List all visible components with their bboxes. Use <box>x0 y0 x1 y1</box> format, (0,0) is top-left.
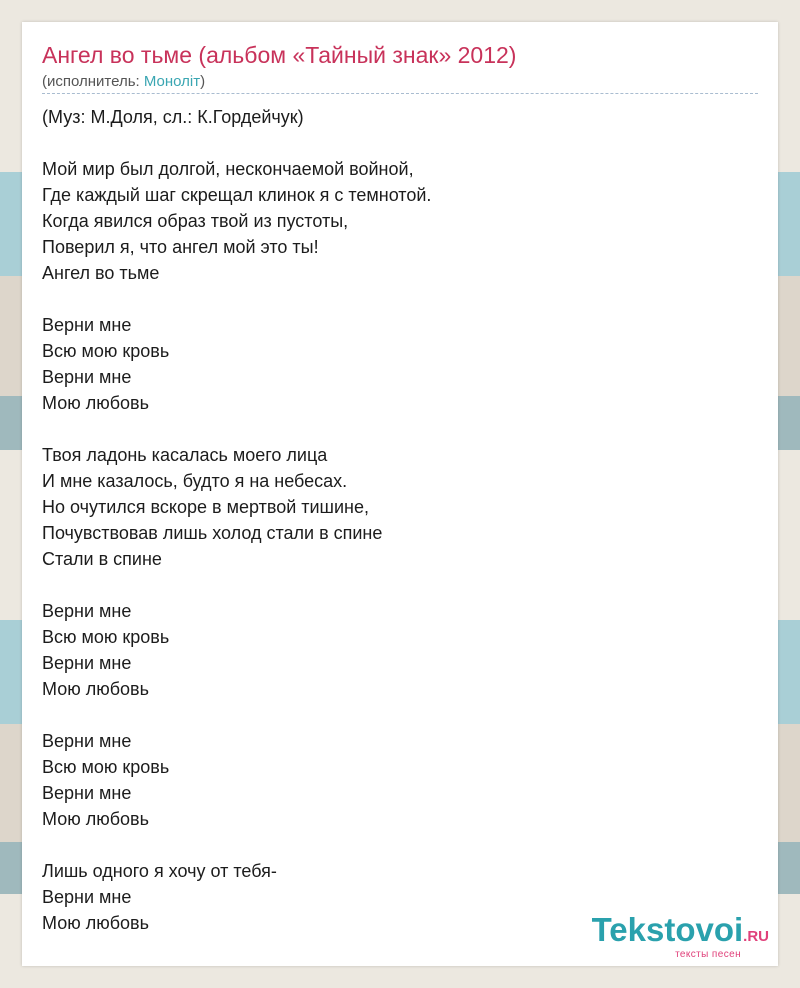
lyric-line: Верни мне <box>42 887 132 907</box>
lyric-line: Твоя ладонь касалась моего лица <box>42 445 328 465</box>
title-divider <box>42 93 758 94</box>
lyric-line: Мою любовь <box>42 913 149 933</box>
lyric-line: Когда явился образ твой из пустоты, <box>42 211 349 231</box>
lyrics-card <box>22 22 778 966</box>
lyric-line: Но очутился вскоре в мертвой тишине, <box>42 497 370 517</box>
site-logo[interactable] <box>592 913 769 960</box>
lyric-line: Всю мою кровь <box>42 757 170 777</box>
credits-line: (Муз: М.Доля, сл.: К.Гордейчук) <box>42 107 304 127</box>
lyric-line: Всю мою кровь <box>42 627 170 647</box>
lyric-line: Верни мне <box>42 731 132 751</box>
lyric-line: Верни мне <box>42 315 132 335</box>
stanza-break <box>42 572 431 598</box>
logo-tld: .RU <box>743 928 769 945</box>
logo-tagline: тексты песен <box>675 949 741 960</box>
stanza-break <box>42 416 431 442</box>
lyric-line: Стали в спине <box>42 549 162 569</box>
logo-main <box>592 913 769 954</box>
lyric-line: Всю мою кровь <box>42 341 170 361</box>
lyric-line: Мою любовь <box>42 809 149 829</box>
artist-link[interactable]: Моноліт <box>143 73 201 90</box>
logo-word: Tekstovoi <box>591 911 744 948</box>
song-title: Ангел во тьме (альбом «Тайный знак» 2012) <box>42 42 517 68</box>
lyric-line: Мою любовь <box>42 393 149 413</box>
lyric-line: Верни мне <box>42 367 132 387</box>
artist-prefix: (исполнитель: <box>42 73 144 90</box>
stanza-break <box>42 832 431 858</box>
lyric-line: Ангел во тьме <box>42 263 160 283</box>
lyric-line: Верни мне <box>42 783 132 803</box>
lyric-line: Верни мне <box>42 653 132 673</box>
artist-suffix: ) <box>200 73 206 90</box>
lyrics-body <box>42 104 431 936</box>
stanza-break <box>42 130 431 156</box>
lyric-line: Почувствовав лишь холод стали в спине <box>42 523 383 543</box>
lyric-line: Лишь одного я хочу от тебя- <box>42 861 277 881</box>
stanza-break <box>42 702 431 728</box>
stanza-break <box>42 286 431 312</box>
lyric-line: И мне казалось, будто я на небесах. <box>42 471 348 491</box>
lyric-line: Поверил я, что ангел мой это ты! <box>42 237 319 257</box>
lyric-line: Мой мир был долгой, нескончаемой войной, <box>42 159 414 179</box>
lyric-line: Мою любовь <box>42 679 149 699</box>
lyric-line: Верни мне <box>42 601 132 621</box>
lyric-line: Где каждый шаг скрещал клинок я с темнотой. <box>42 185 432 205</box>
artist-line <box>42 73 205 90</box>
